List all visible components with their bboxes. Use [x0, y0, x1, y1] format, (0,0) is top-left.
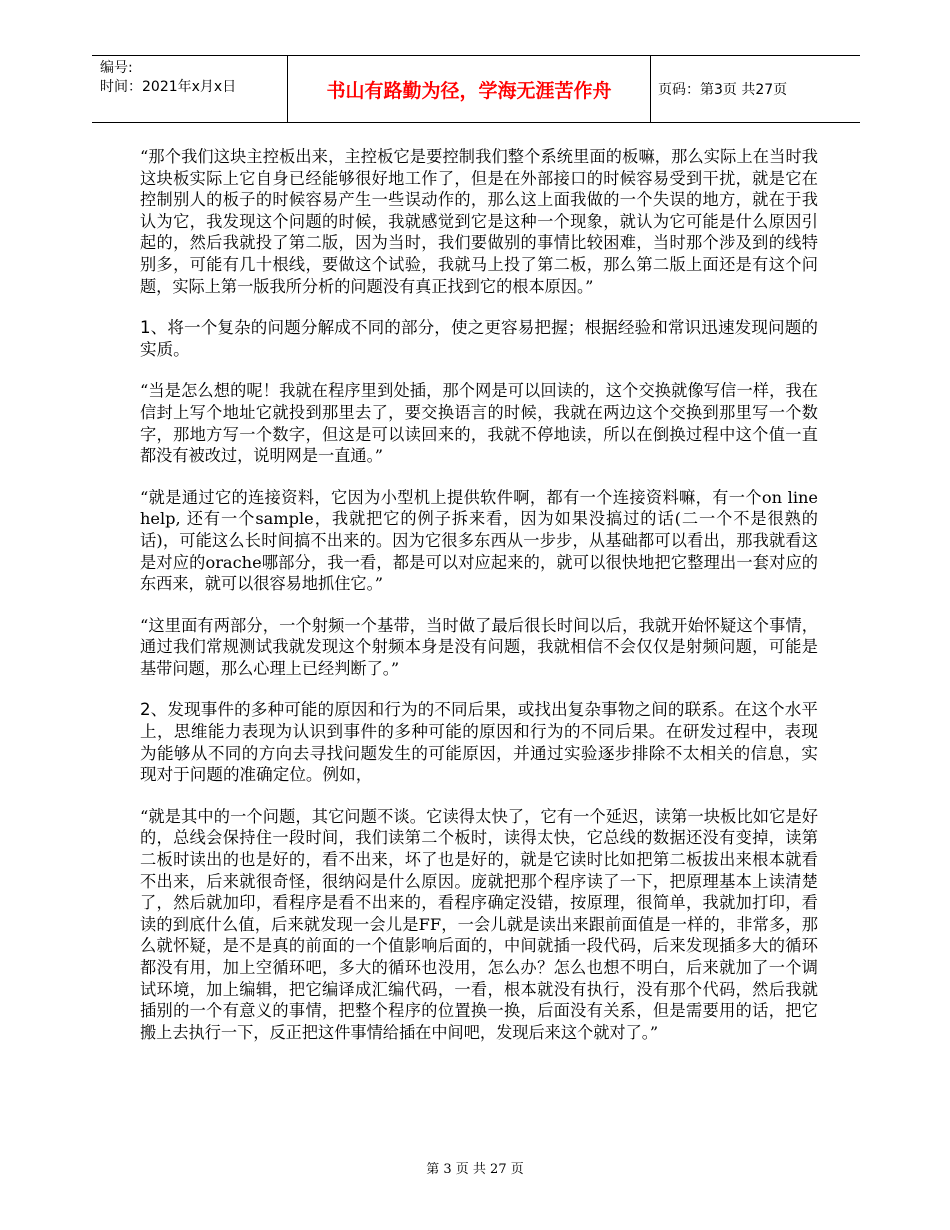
paragraph-point-2: 2、发现事件的多种可能的原因和行为的不同后果，或找出复杂事物之间的联系。在这个水平上，思维能力表现为认识到事件的多种可能的原因和行为的不同后果。在研发过程中，表现为能够从不同的方向去寻找问题发生的可能原因，并通过实验逐步排除不太相关的信息，实现对于问题的准确定位。例如， — [140, 700, 818, 785]
header-page-label: 页码：第3页 共27页 — [658, 82, 788, 98]
paragraph-point-1: 1、将一个复杂的问题分解成不同的部分，使之更容易把握；根据经验和常识迅速发现问题的实质。 — [140, 318, 818, 359]
page-header — [92, 55, 860, 123]
paragraph-quote-3: “就是通过它的连接资料，它因为小型机上提供软件啊，都有一个连接资料嘛，有一个on line help, 还有一个sample，我就把它的例子拆来看，因为如果没搞过的话(二一个不是很熟的话)，可能这么长时间搞不出来的。因为它很多东西从一步步，从基础都可以看出，那我就看这是对应的orache哪部分，我一看，都是可以对应起来的，就可以很快地把它整理出一套对应的东西来，就可以很容易地抓住它。” — [140, 487, 818, 594]
paragraph-quote-4: “这里面有两部分，一个射频一个基带，当时做了最后很长时间以后，我就开始怀疑这个事情，通过我们常规测试我就发现这个射频本身是没有问题，我就相信不会仅仅是射频问题，可能是基带问题，那么心理上已经判断了。” — [140, 615, 818, 678]
paragraph-quote-1: “那个我们这块主控板出来，主控板它是要控制我们整个系统里面的板嘛，那么实际上在当时我这块板实际上它自身已经能够很好地工作了，但是在外部接口的时候容易受到干扰，就是它在控制别人的板子的时候容易产生一些误动作的，那么这上面我做的一个失误的地方，就在于我认为它，我发现这个问题的时候，我就感觉到它是这种一个现象，就认为它可能是什么原因引起的，然后我就投了第二版，因为当时，我们要做别的事情比较困难，当时那个涉及到的线特别多，可能有几十根线，要做这个试验，我就马上投了第二板，那么第二版上面还是有这个问题，实际上第一版我所分析的问题没有真正找到它的根本原因。” — [140, 147, 818, 296]
paragraph-quote-5: “就是其中的一个问题，其它问题不谈。它读得太快了，它有一个延迟，读第一块板比如它是好的，总线会保持住一段时间，我们读第二个板时，读得太快，它总线的数据还没有变掉，读第二板时读出的也是好的，看不出来，坏了也是好的，就是它读时比如把第二板拔出来根本就看不出来，后来就很奇怪，很纳闷是什么原因。庞就把那个程序读了一下，把原理基本上读清楚了，然后就加印，看程序是看不出来的，看程序确定没错，按原理，很简单，我就加打印，看读的到底什么值，后来就发现一会儿是FF，一会儿就是读出来跟前面值是一样的，非常多，那么就怀疑，是不是真的前面的一个值影响后面的，中间就插一段代码，后来发现插多大的循环都没有用，加上空循环吧，多大的循环也没用，怎么办？怎么也想不明白，后来就加了一个调试环境，加上编辑，把它编译成汇编代码，一看，根本就没有执行，没有那个代码，然后我就插别的一个有意义的事情，把整个程序的位置换一换，后面没有关系，但是需要用的话，把它搬上去执行一下，反正把这件事情给插在中间吧，发现后来这个就对了。” — [140, 806, 818, 1042]
time-label: 时间：2021年x月x日 — [100, 79, 237, 95]
document-body — [140, 146, 818, 1063]
header-left — [100, 59, 290, 97]
paragraph-quote-2: “当是怎么想的呢！我就在程序里到处插，那个网是可以回读的，这个交换就像写信一样，我在信封上写个地址它就投到那里去了，要交换语言的时候，我就在两边这个交换到那里写一个数字，那地方写一个数字，但这是可以读回来的，我就不停地读，所以在倒换过程中这个值一直都没有被改过，说明网是一直通。” — [140, 381, 818, 466]
number-label: 编号: — [100, 60, 133, 76]
header-motto: 书山有路勤为径，学海无涯苦作舟 — [287, 56, 651, 122]
page-footer: 第 3 页 共 27 页 — [426, 1162, 524, 1177]
